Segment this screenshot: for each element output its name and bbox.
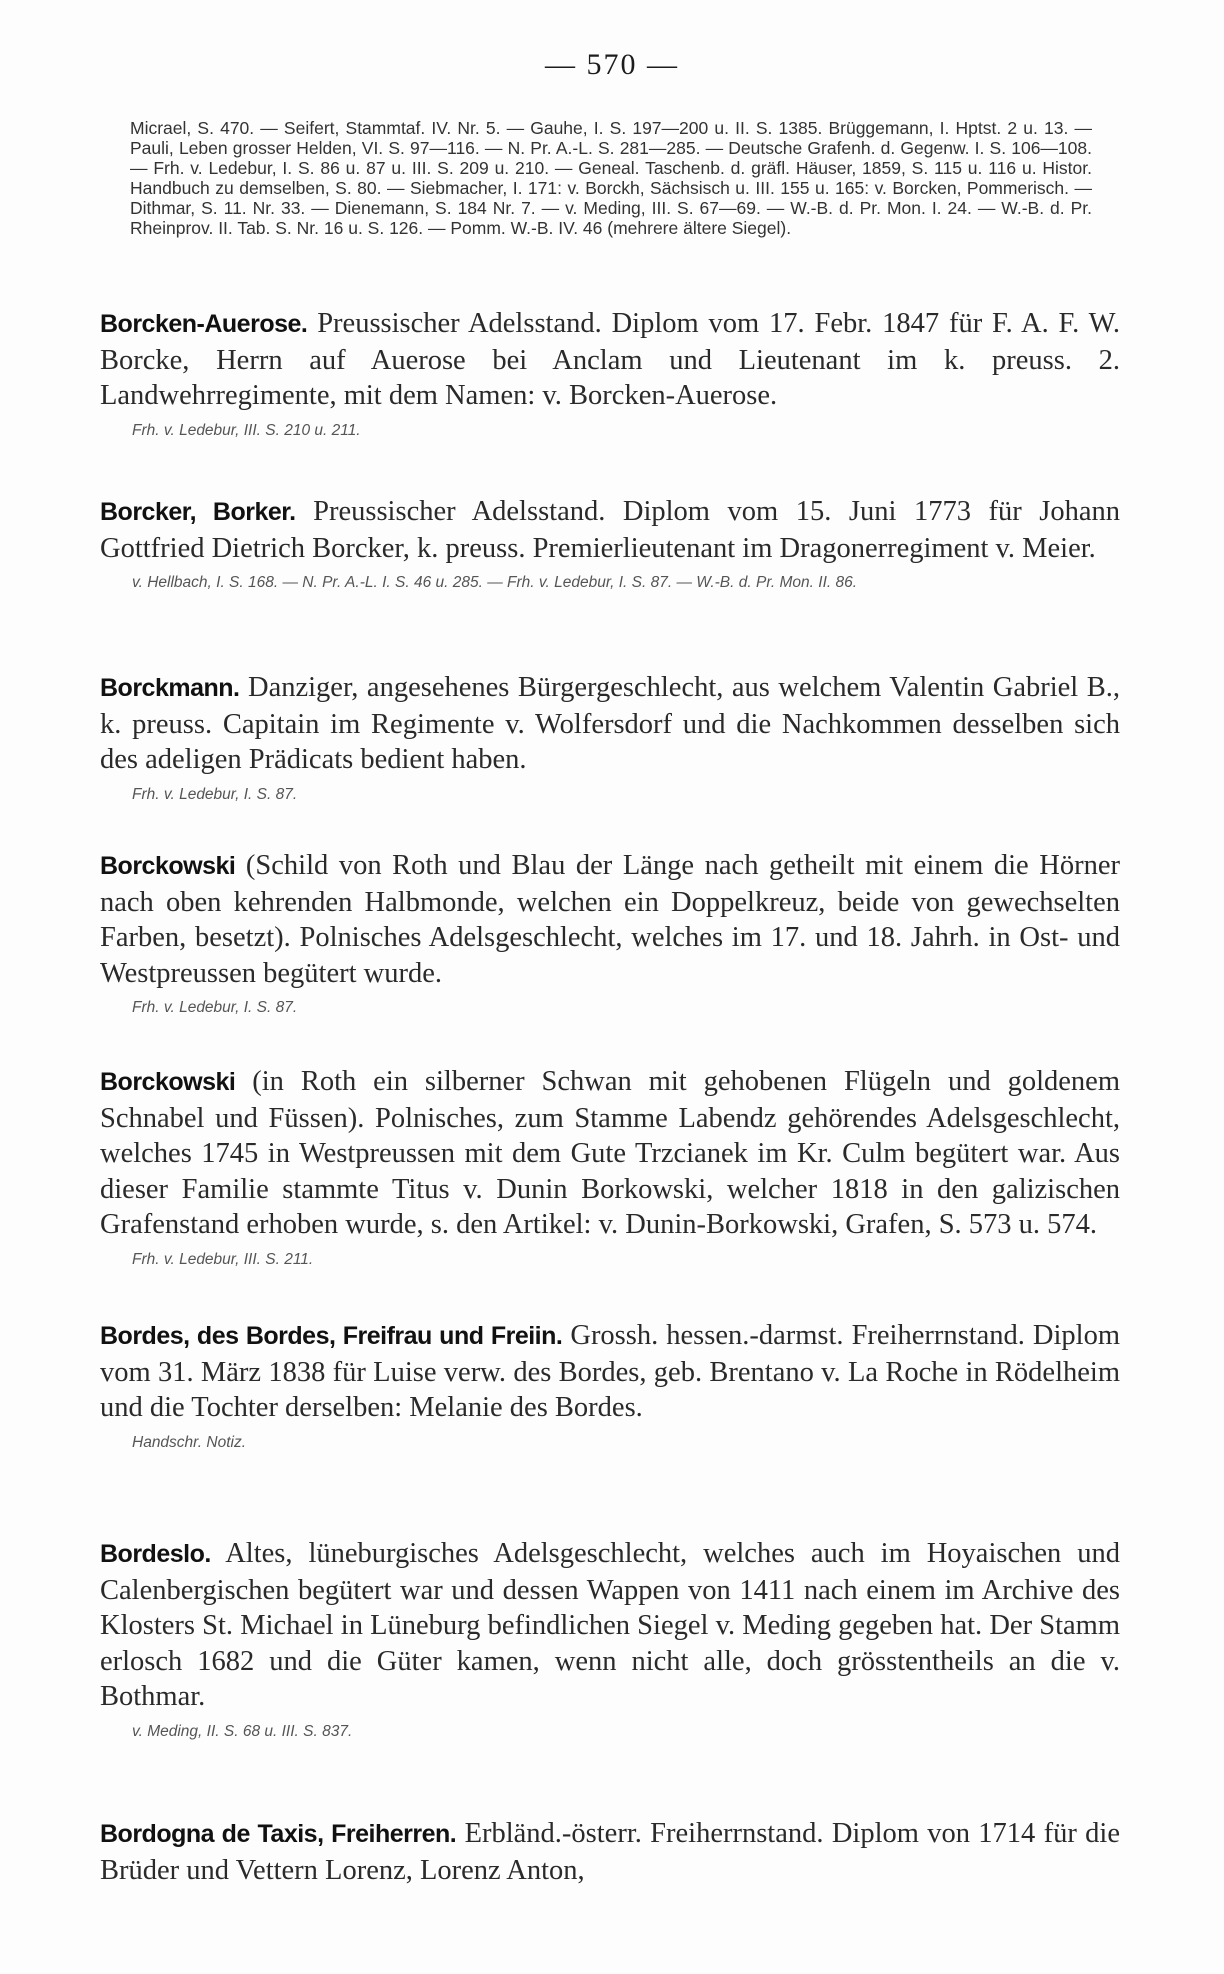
entry-text: Danziger, angesehenes Bürgergeschlecht, aus welchem Valentin Gabriel B., k. preuss. Capitain im Regimente v. Wolfersdorf und die Nachkommen desselben sich des adeligen Prädicats bedient haben. [100, 672, 1120, 775]
entry-text: Altes, lüneburgisches Adelsgeschlecht, welches auch im Hoyaischen und Calenbergischen begütert war und dessen Wappen von 1411 nach einem im Archive des Klosters St. Michael in Lüneburg befindlichen Siegel v. Meding gegeben hat. Der Stamm erlosch 1682 und die Güter kamen, wenn nicht alle, doch grösstentheils an die v. Bothmar. [100, 1538, 1120, 1712]
entry-reference: Frh. v. Ledebur, III. S. 210 u. 211. [132, 421, 361, 439]
entry-borckowski-2 [100, 1064, 1120, 1271]
entry-reference: Frh. v. Ledebur, I. S. 87. [132, 999, 298, 1016]
entry-name: Borckmann. [100, 674, 240, 702]
entry-text: (Schild von Roth und Blau der Länge nach getheilt mit einem die Hörner nach oben kehrenden Halbmonde, welchen ein Doppelkreuz, beide von gewechselten Farben, besetzt). Polnisches Adelsgeschlecht, welches im 17. und 18. Jahrh. in Ost- und Westpreussen begütert wurde. [100, 850, 1120, 989]
entry-bordes [100, 1318, 1120, 1454]
entry-bordogna-de-taxis [100, 1816, 1120, 1888]
entry-name: Bordes, des Bordes, Freifrau und Freiin. [100, 1322, 563, 1350]
entry-text: Preussischer Adelsstand. Diplom vom 17. Febr. 1847 für F. A. F. W. Borcke, Herrn auf Auerose bei Anclam und Lieutenant im k. preuss. 2. Landwehrregimente, mit dem Namen: v. Borcken-Auerose. [100, 308, 1120, 411]
references-block: Micrael, S. 470. — Seifert, Stammtaf. IV. Nr. 5. — Gauhe, I. S. 197—200 u. II. S. 1385. Brüggemann, I. Hptst. 2 u. 13. — Pauli, Leben grosser Helden, VI. S. 97—116. — N. Pr. A.-L. S. 281—285. — Deutsche Grafenh. d. Gegenw. I. S. 106—108. — Frh. v. Ledebur, I. S. 86 u. 87 u. III. S. 209 u. 210. — Geneal. Taschenb. d. gräfl. Häuser, 1859, S. 115 u. 116 u. Histor. Handbuch zu demselben, S. 80. — Siebmacher, I. 171: v. Borckh, Sächsisch u. III. 155 u. 165: v. Borcken, Pommerisch. — Dithmar, S. 11. Nr. 33. — Dienemann, S. 184 Nr. 7. — v. Meding, III. S. 67—69. — W.-B. d. Pr. Mon. I. 24. — W.-B. d. Pr. Rheinprov. II. Tab. S. Nr. 16 u. S. 126. — Pomm. W.-B. IV. 46 (mehrere ältere Siegel). [130, 118, 1092, 238]
entry-reference: v. Hellbach, I. S. 168. — N. Pr. A.-L. I. S. 46 u. 285. — Frh. v. Ledebur, I. S. 87. — W.-B. d. Pr. Mon. II. 86. [132, 574, 858, 591]
entry-name: Borckowski [100, 852, 236, 880]
entry-reference: Frh. v. Ledebur, I. S. 87. [132, 785, 298, 803]
entry-text: (in Roth ein silberner Schwan mit gehobenen Flügeln und goldenem Schnabel und Füssen). Polnisches, zum Stamme Labendz gehörendes Adelsgeschlecht, welches 1745 in Westpreussen mit dem Gute Trzcianek im Kr. Culm begütert war. Aus dieser Familie stammte Titus v. Dunin Borkowski, welcher 1818 in den galizischen Grafenstand erhoben wurde, s. den Artikel: v. Dunin-Borkowski, Grafen, S. 573 u. 574. [100, 1066, 1120, 1240]
page-number: — 570 — [545, 48, 679, 81]
entry-name: Borckowski [100, 1068, 236, 1096]
entry-borckmann [100, 670, 1120, 806]
entry-borcker [100, 494, 1120, 594]
entry-reference: v. Meding, II. S. 68 u. III. S. 837. [132, 1722, 353, 1740]
entry-bordeslo [100, 1536, 1120, 1743]
entry-reference: Frh. v. Ledebur, III. S. 211. [132, 1250, 314, 1268]
entry-name: Borcken-Auerose. [100, 310, 308, 338]
entry-name: Bordeslo. [100, 1540, 211, 1568]
entry-name: Borcker, Borker. [100, 498, 296, 526]
entry-borcken-auerose [100, 306, 1120, 442]
entry-text: Grossh. hessen.-darmst. Freiherrnstand. Diplom vom 31. März 1838 für Luise verw. des Bordes, geb. Brentano v. La Roche in Rödelheim und die Tochter derselben: Melanie des Bordes. [100, 1320, 1120, 1423]
entry-text: Erbländ.-österr. Freiherrnstand. Diplom von 1714 für die Brüder und Vettern Lorenz, Lorenz Anton, [100, 1818, 1120, 1886]
entry-borckowski-1 [100, 848, 1120, 1019]
entry-text: Preussischer Adelsstand. Diplom vom 15. Juni 1773 für Johann Gottfried Dietrich Borcker, k. preuss. Premierlieutenant im Dragonerregiment v. Meier. [100, 496, 1120, 564]
entry-reference: Handschr. Notiz. [132, 1433, 246, 1451]
entry-name: Bordogna de Taxis, Freiherren. [100, 1820, 457, 1848]
